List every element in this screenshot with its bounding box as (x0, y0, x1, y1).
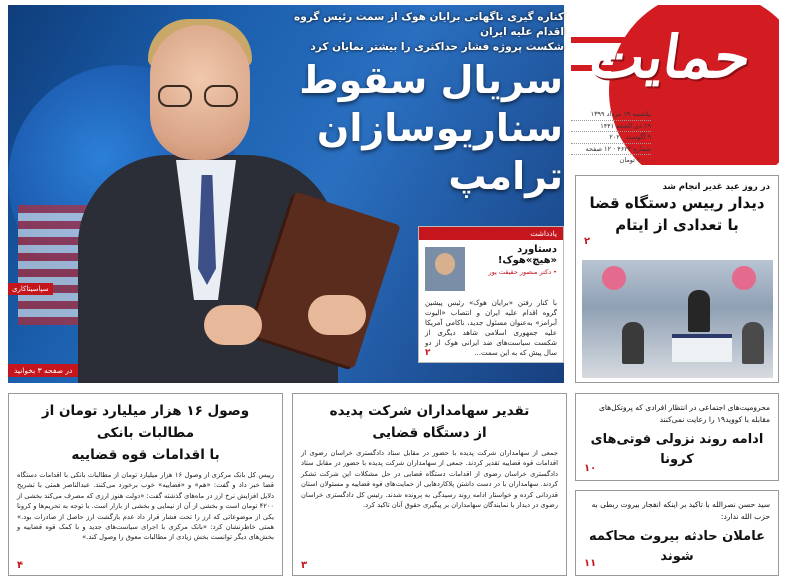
beirut-headline: عاملان حادثه بیروت محاکمه شوند (589, 529, 765, 564)
toman-page-number: ۴ (17, 560, 24, 571)
cleric-figure (688, 290, 710, 332)
newspaper-logo: حمایت (585, 23, 756, 91)
corona-page-number: ۱۰ (584, 463, 597, 474)
date-shamsi: یکشنبه ۱۹ مرداد ۱۳۹۹ (571, 109, 651, 121)
note-box[interactable] (418, 226, 564, 363)
headline-line-1: سریال سقوط (299, 58, 563, 102)
toman-headline-line-1: وصول ۱۶ هزار میلیارد تومان از مطالبات بانکی (41, 403, 250, 441)
eid-headline (584, 192, 770, 236)
padideh-headline (301, 400, 558, 444)
right-hand (308, 295, 366, 335)
issue-meta (571, 109, 651, 165)
note-tag: یادداشت (419, 227, 563, 240)
eid-photo (582, 260, 773, 378)
padideh-headline-line-1: تقدیر سهامداران شرکت پدیده (329, 403, 530, 419)
toman-headline (17, 400, 274, 466)
table (672, 334, 732, 362)
issue-number: شماره ۴۶۲۲ · ۱۲ صفحه (571, 144, 651, 156)
toman-headline-line-2: با اقدامات قوه قضاییه (71, 447, 220, 463)
flower-decoration (602, 266, 626, 290)
person-figure (742, 322, 764, 364)
eid-kicker: در روز عید غدیر انجام شد (662, 182, 770, 192)
padideh-headline-line-2: از دستگاه قضایی (372, 425, 487, 441)
hero-headline[interactable] (233, 56, 563, 200)
corona-story[interactable] (575, 393, 779, 481)
lede-line-1: کناره گیری ناگهانی برایان هوک از سمت رئیس گروه اقدام علیه ایران (294, 11, 564, 38)
note-author: • دکتر منصور حقیقت پور (488, 268, 557, 276)
author-photo (425, 247, 465, 291)
corona-headline: ادامه روند نزولی فوتی‌های کرونا (590, 432, 764, 467)
eid-page-number: ۲ (584, 236, 591, 247)
hero-page-ref[interactable]: در صفحه ۳ بخوانید (8, 364, 78, 377)
hero-lede (264, 10, 564, 55)
padideh-page-number: ۳ (301, 560, 308, 571)
masthead[interactable] (571, 5, 779, 165)
date-gregorian: ۹ آگوست ۲۰۲۰ (571, 132, 651, 144)
flower-decoration (732, 266, 756, 290)
note-body: با کنار رفتن «برایان هوک» رئیس پیشین گروه اقدام علیه ایران و انتصاب «الیوت آبرامز» به‌عنوان مسئول جدید، ناکامی آمریکا علیه جمهوری اسلامی شاهد دیگری از شکست سیاست‌های ضد ایرانی هوک از دو سال پیش که به این سمت... (425, 299, 557, 357)
toman-story[interactable] (8, 393, 283, 576)
toman-body: رییس کل بانک مرکزی از وصول ۱۶ هزار میلیارد تومان از مطالبات بانکی با اقدامات دستگاه قضا خبر داد و گفت: «هم» و «قضاییه» خوب برخورد می‌کنند. عبدالناصر همتی با تشریح دلایل افزایش نرخ ارز در ماه‌های گذشته گفت: «دولت هنوز ارزی که مصرف می‌کند بخشی از ۴۲۰۰ تومان است و بخشی از آن از نیمایی و بخشی از بازار است. با توجه به تحریم‌ها و کرونا یکی از موضوعاتی که ارز را تحت فشار قرار داد عدم بازگشت ارز حاصل از صادرات بود.» همتی خاطرنشان کرد: «بانک مرکزی با اجرای سیاست‌های جدید و با کمک قوه قضاییه و بخش‌های دیگر توانست بخش زیادی از مطالبات معوق را وصول کند.» (17, 471, 274, 542)
eid-headline-line-1: دیدار رییس دستگاه قضا (589, 194, 765, 212)
person-figure (622, 322, 644, 364)
eid-story[interactable] (575, 175, 779, 383)
price: ۱۰۰۰ تومان (571, 155, 651, 165)
lede-line-2: شکست پروژه فشار حداکثری را بیشتر نمایان کرد (310, 41, 564, 53)
note-title: دستاورد «هیچ»هوک! (497, 244, 557, 266)
beirut-story[interactable] (575, 490, 779, 576)
note-page-number: ۲ (425, 348, 431, 358)
eid-headline-line-2: با تعدادی از ایتام (615, 216, 739, 234)
glasses (158, 85, 242, 107)
padideh-body: جمعی از سهامداران شرکت پدیده با حضور در مقابل ستاد دادگستری خراسان رضوی از اقدامات قوه قضاییه تقدیر کردند. جمعی از سهامداران شرکت پدیده با حضور در مقابل ستاد دادگستری خراسان رضوی از اقدامات دستگاه قضایی در حل مشکلات این شرکت تشکر کردند. سهامداران با در دست داشتن پلاکاردهایی از حمایت‌های قوه قضاییه و مسئولان استان قدردانی کرده و خواستار ادامه روند رسیدگی به پرونده شدند. رئیس کل دادگستری خراسان رضوی در دیدار با نمایندگان سهامداران بر پیگیری حقوق آنان تاکید کرد. (301, 449, 558, 510)
left-hand (204, 305, 262, 345)
corona-kicker: محرومیت‌های اجتماعی در انتظار افرادی که پروتکل‌های مقابله با کووید۱۹ را رعایت نمی‌کنند (598, 403, 770, 424)
beirut-kicker: سید حسن نصرالله با تاکید بر اینکه انفجار بیروت ربطی به حزب الله ندارد: (591, 500, 770, 521)
padideh-story[interactable] (292, 393, 567, 576)
date-hijri: ۱۹ ذی الحجه ۱۴۴۱ (571, 121, 651, 133)
hero-side-label: سپاسیتاکاری (8, 283, 53, 295)
headline-line-2: سناریوسازان ترامپ (316, 106, 563, 198)
beirut-page-number: ۱۱ (584, 558, 597, 569)
